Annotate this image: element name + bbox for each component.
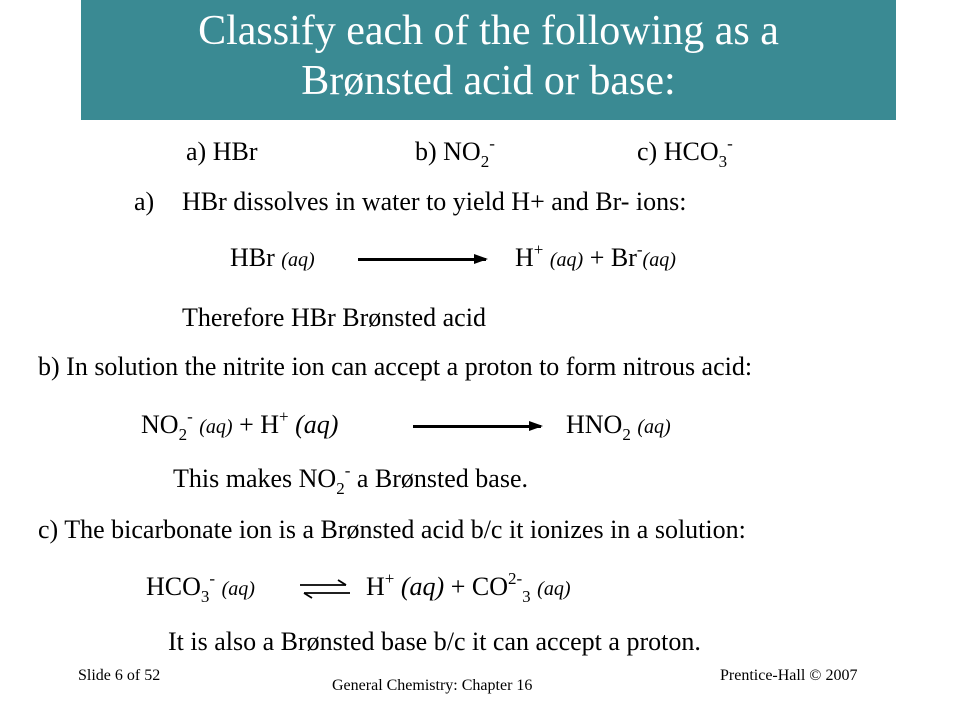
slide-number: Slide 6 of 52 [78,667,161,684]
part-a-product2-state: (aq) [642,249,676,271]
part-b-reactant1: NO [141,410,179,439]
species-b-charge: - [489,134,495,153]
part-b-reactant1-charge: - [187,407,193,426]
part-a-plus: + [589,243,605,272]
part-a-reactant: HBr [230,243,275,272]
title-line-2: Brønsted acid or base: [301,58,676,104]
part-b-equation-right [566,410,671,443]
species-a: a) HBr [186,137,258,166]
part-a-equation-right [515,240,676,276]
part-c-product2-charge: 2- [508,569,523,588]
part-a-conclusion: Therefore HBr Brønsted acid [182,303,486,332]
part-c-product2: CO [471,572,508,601]
part-b-arrow [413,425,541,428]
equilibrium-arrow-icon [298,578,352,600]
species-c-charge: - [727,134,733,153]
part-a-product2-charge: - [636,240,643,259]
part-c-reactant-subscript: 3 [200,587,210,606]
part-a-reactant-state: (aq) [281,249,315,271]
part-b-reactant2: H [260,410,280,439]
species-c-formula: c) HCO [637,137,719,166]
part-c-product2-state: (aq) [537,578,571,600]
part-b-intro: b) In solution the nitrite ion can accept a proton to form nitrous acid: [38,352,753,381]
part-a-product2: Br [610,243,637,272]
part-b-plus: + [239,410,254,439]
species-b-subscript: 2 [480,152,490,171]
part-c-product1: H [366,572,385,601]
part-a-arrow [358,258,486,261]
publisher-label: Prentice-Hall © 2007 [720,667,858,684]
species-b [415,134,495,171]
part-b-product-subscript: 2 [622,425,631,444]
course-label: General Chemistry: Chapter 16 [332,677,533,694]
part-c-product2-subscript: 3 [522,587,531,606]
part-c-reactant-state: (aq) [221,578,255,600]
part-b-conclusion [173,461,528,498]
part-b-reactant2-charge: + [279,407,289,426]
part-a-intro: HBr dissolves in water to yield H+ and Br- ions: [182,187,687,216]
species-c [637,134,733,171]
part-c-reactant-charge: - [209,569,216,588]
part-c-intro: c) The bicarbonate ion is a Brønsted acid b/c it ionizes in a solution: [38,515,746,544]
part-c-product1-state: (aq) [400,572,445,601]
part-b-reactant1-state: (aq) [199,416,233,438]
part-c-equation-left [146,569,255,606]
species-b-formula: b) NO [415,137,481,166]
part-a-equation-left [230,243,315,275]
part-b-conclusion-post: a Brønsted base. [356,464,528,493]
part-b-conclusion-charge: - [344,461,351,480]
part-b-product: HNO [566,410,623,439]
part-a-product1-state: (aq) [549,249,584,271]
part-b-reactant2-state: (aq) [295,410,339,439]
part-c-conclusion: It is also a Brønsted base b/c it can accept a proton. [168,627,701,656]
part-a-product1-charge: + [533,240,544,259]
part-b-equation-left [141,407,339,444]
part-b-conclusion-pre: This makes NO [173,464,337,493]
part-c-plus: + [450,572,466,601]
title-banner [81,0,896,120]
title-line-1: Classify each of the following as a [198,8,779,54]
part-a-product1: H [515,243,534,272]
species-c-subscript: 3 [718,152,728,171]
part-b-conclusion-subscript: 2 [336,479,345,498]
part-b-product-state: (aq) [637,416,671,438]
part-a-label: a) [134,187,155,216]
part-c-product1-charge: + [384,569,395,588]
part-c-reactant: HCO [146,572,201,601]
part-c-equation-right [366,569,571,606]
part-b-reactant1-subscript: 2 [178,425,188,444]
